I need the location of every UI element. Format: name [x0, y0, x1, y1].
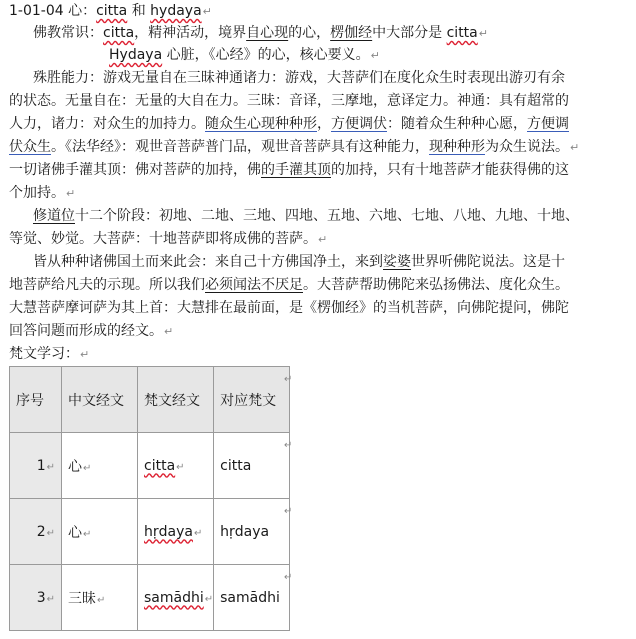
- header-chinese: 中文经文: [62, 367, 138, 433]
- word-hydaya: hydaya: [150, 3, 202, 19]
- cell-index: 1↵: [10, 433, 62, 499]
- table-row: [10, 499, 290, 565]
- cell-index: 2↵: [10, 499, 62, 565]
- word-citta: citta: [96, 3, 128, 19]
- cell-corresponding: hṛdaya: [214, 499, 290, 565]
- text-line-8: 一切诸佛手灌其顶：佛对菩萨的加持，佛的手灌其顶的加持，只有十地菩萨才能获得佛的这: [9, 162, 569, 178]
- cell-chinese: 心↵: [62, 499, 138, 565]
- cell-sanskrit: samādhi↵: [138, 565, 214, 631]
- header-index: 序号: [10, 367, 62, 433]
- text-line-9: 个加持。↵: [9, 185, 76, 201]
- row-end-mark: ↵: [284, 506, 293, 517]
- row-end-mark: ↵: [284, 374, 293, 385]
- text-line-2: 佛教常识：citta，精神活动，境界自心现的心，楞伽经中大部分是 citta↵: [33, 25, 488, 41]
- text-line-13: 地菩萨给凡夫的示现。所以我们必须闻法不厌足。大菩萨帮助佛陀来弘扬佛法、度化众生。: [9, 277, 569, 293]
- sanskrit-table: [9, 366, 293, 631]
- text-line-6: 人力，诸力：对众生的加持力。随众生心现种种形，方便调伏：随着众生种种心愿，方便调: [9, 116, 569, 132]
- header-corresponding: 对应梵文: [214, 367, 290, 433]
- cell-sanskrit: hṛdaya↵: [138, 499, 214, 565]
- text-line-4: 殊胜能力：游戏无量自在三昧神通诸力：游戏，大菩萨们在度化众生时表现出游刃有余: [33, 70, 565, 86]
- header-sanskrit: 梵文经文: [138, 367, 214, 433]
- text-line-14: 大慧菩萨摩诃萨为其上首：大慧排在最前面，是《楞伽经》的当机菩萨，向佛陀提问，佛陀: [9, 300, 569, 316]
- row-end-mark: ↵: [284, 440, 293, 451]
- table-header-row: [10, 367, 290, 433]
- text-line-3: Hydaya 心脏，《心经》的心，核心要义。↵: [109, 47, 380, 63]
- table-row: [10, 433, 290, 499]
- cell-chinese: 心↵: [62, 433, 138, 499]
- text-line-5: 的状态。无量自在：无量的大自在力。三昧：音译，三摩地，意译定力。神通：具有超常的: [9, 93, 569, 109]
- text-line-12: 皆从种种诸佛国土而来此会：来自己十方佛国净土，来到娑婆世界听佛陀说法。这是十: [33, 254, 565, 270]
- table-row: [10, 565, 290, 631]
- text-line-15: 回答问题而形成的经文。↵: [9, 323, 174, 339]
- cell-index: 3↵: [10, 565, 62, 631]
- cell-chinese: 三昧↵: [62, 565, 138, 631]
- cell-corresponding: citta: [214, 433, 290, 499]
- text-line-16: 梵文学习：↵: [9, 346, 90, 362]
- heading-prefix: 1-01-04 心：: [9, 3, 97, 19]
- cell-sanskrit: citta↵: [138, 433, 214, 499]
- row-end-mark: ↵: [284, 572, 293, 583]
- text-line-7: 伏众生。《法华经》：观世音菩萨普门品，观世音菩萨具有这种能力，现种种形为众生说法。↵: [9, 139, 580, 155]
- text-line-11: 等觉、妙觉。大菩萨：十地菩萨即将成佛的菩萨。↵: [9, 231, 328, 247]
- cell-corresponding: samādhi: [214, 565, 290, 631]
- text-line-10: 修道位十二个阶段：初地、二地、三地、四地、五地、六地、七地、八地、九地、十地、: [33, 208, 579, 224]
- heading-line: 1-01-04 心：citta 和 hydaya↵: [9, 3, 212, 19]
